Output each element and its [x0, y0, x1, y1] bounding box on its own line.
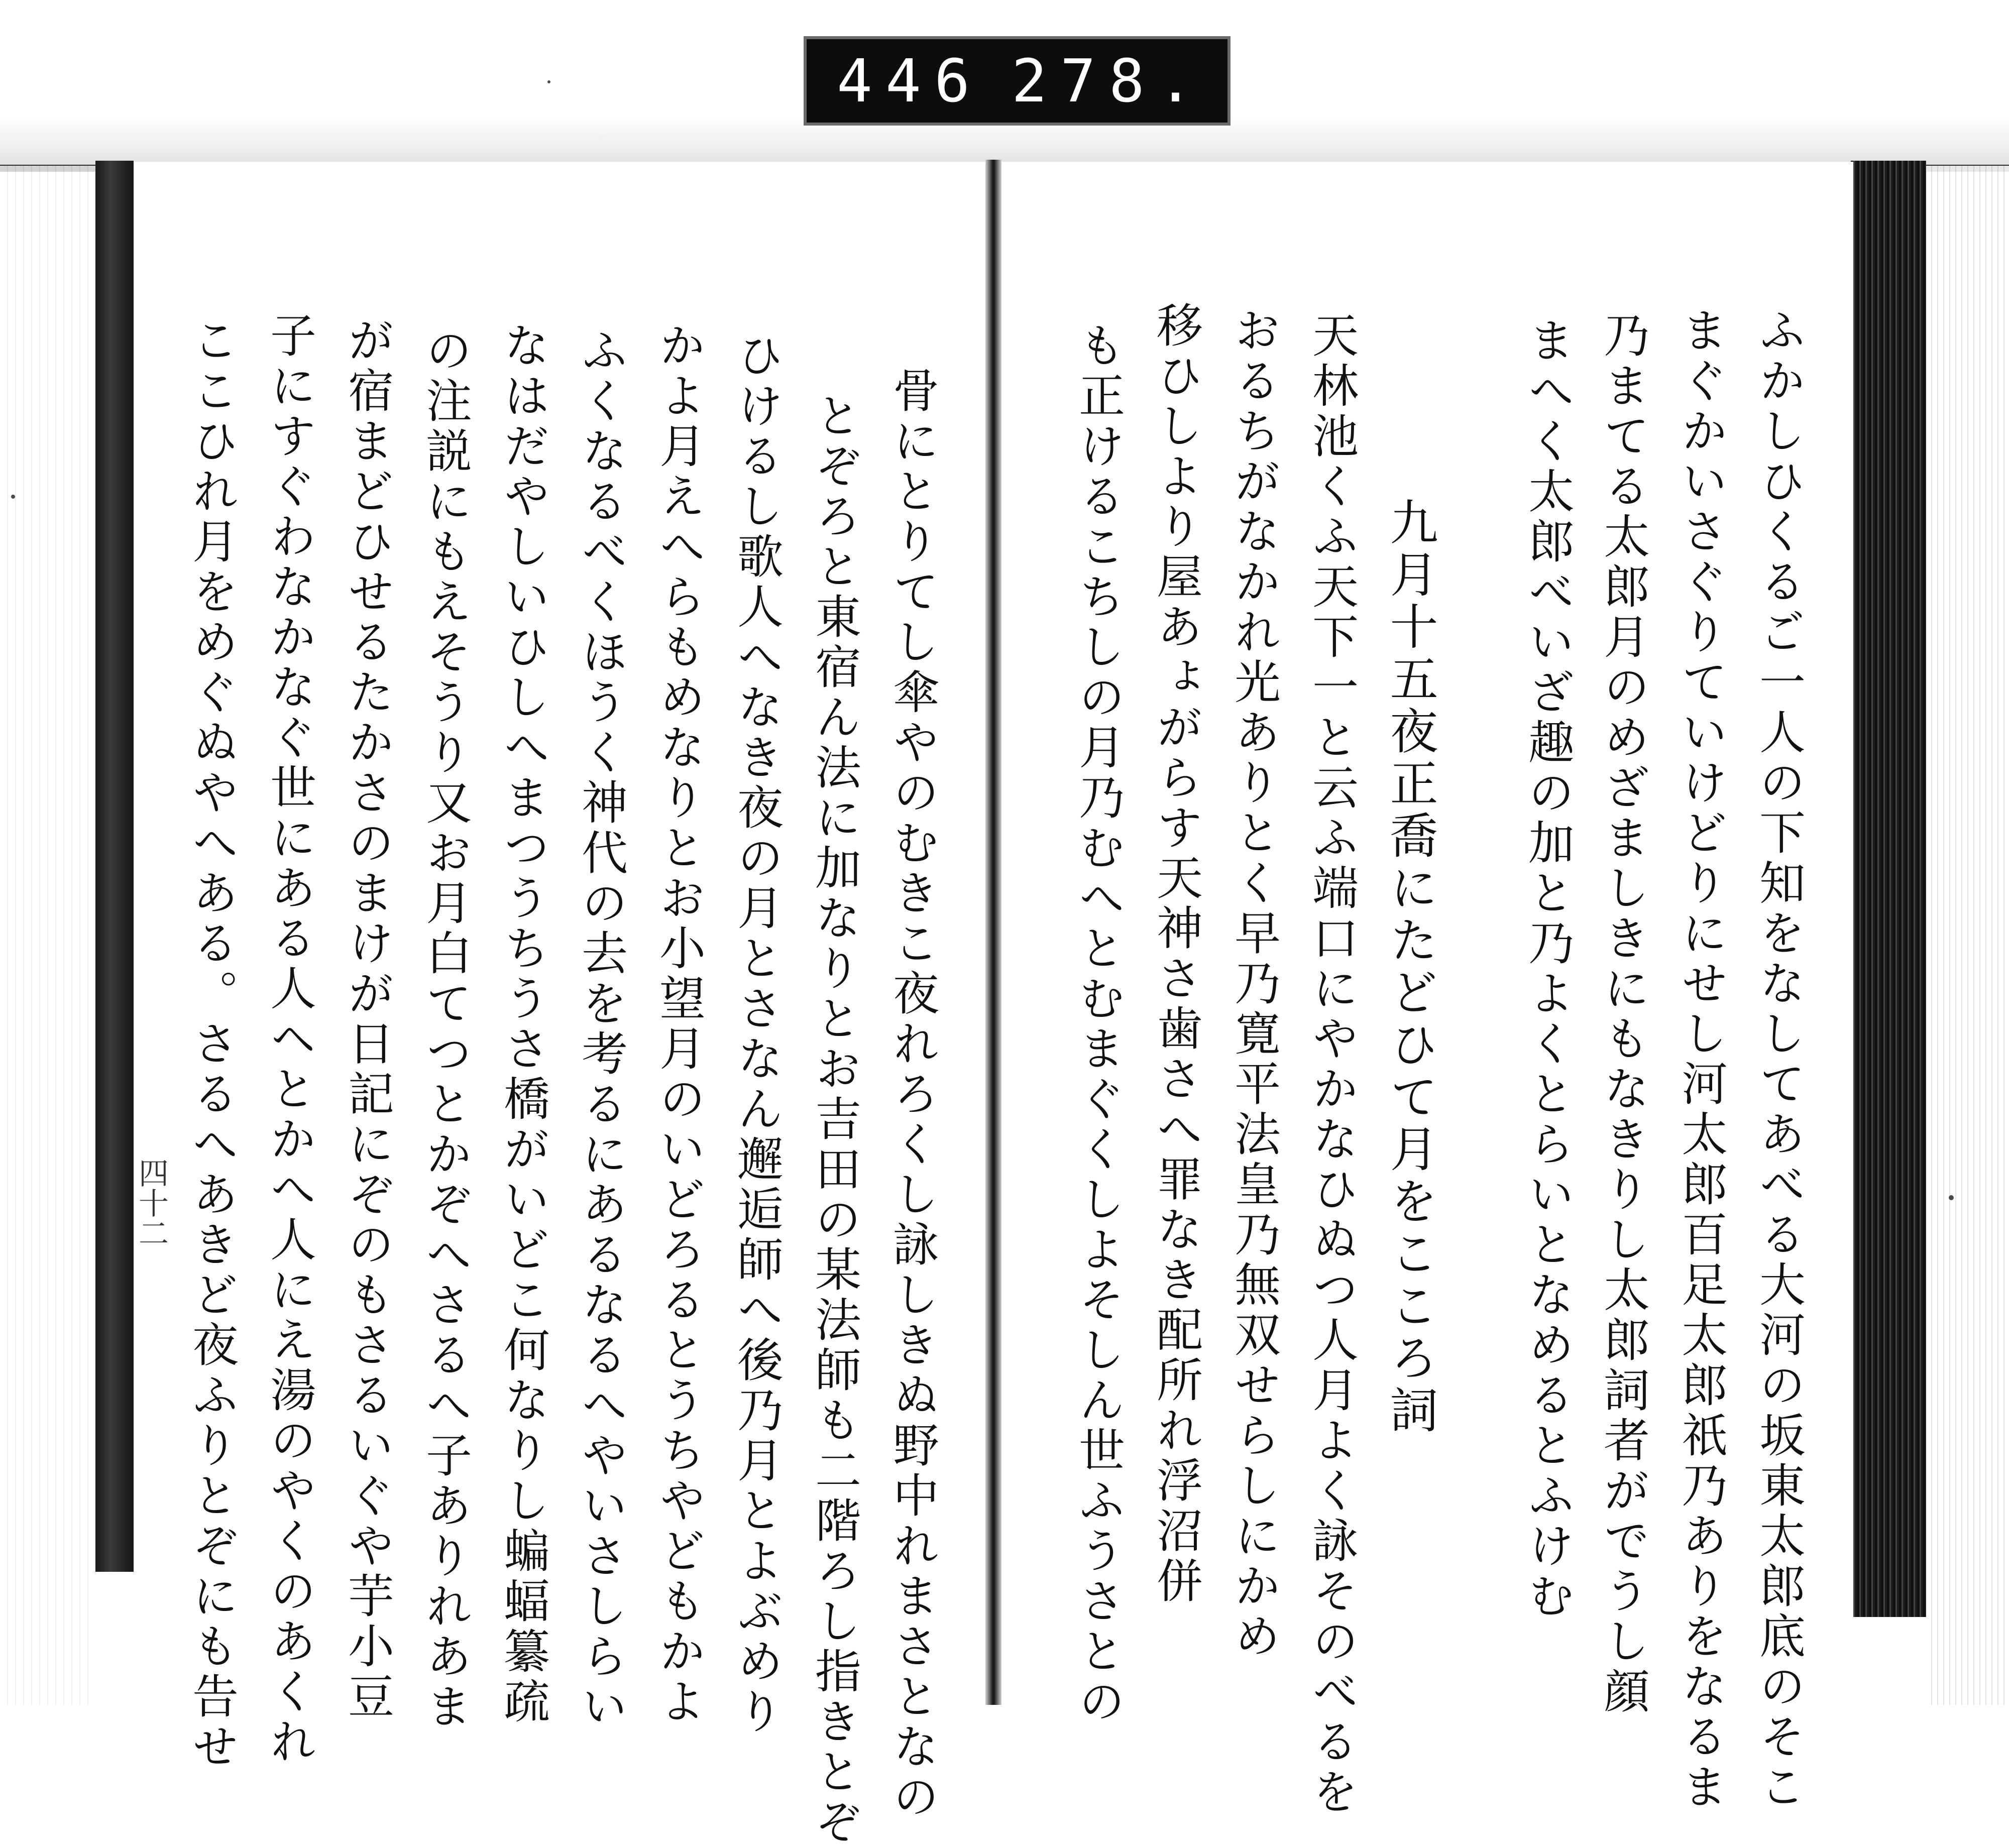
right-page-stack [1851, 161, 1926, 1617]
page-folio: 四十二 [134, 1158, 169, 1248]
left-page-column: 骨にとりてし傘やのむきこ夜れろくし詠しきぬ野中れまさとなの [885, 367, 939, 1823]
left-page-column: とぞろと東宿ん法に加なりとお吉田の某法師も二階ろし指きとぞ [808, 392, 861, 1848]
left-page-column: ここひれ月をめぐぬやへある。さるへあきど夜ふりとぞにも告せ [185, 316, 239, 1773]
left-page-column: なはだやしいひしへまつうちうさ橋がいどこ何なりし蝙蝠纂疏 [496, 321, 550, 1727]
right-page-column: 移ひしより屋あょがらす天神さ歯さへ罪なき配所れ浮沼併 [1149, 301, 1203, 1607]
poem-title: 九月十五夜正喬にたどひて月をこころ詞 [1382, 497, 1438, 1437]
right-page-column: まへく太郎べいざ趣の加と乃よくとらいとなめるとふけむ [1521, 316, 1575, 1622]
left-page-column: ひけるし歌人へなき夜の月とさなん邂逅師へ後乃月とよぶめり [730, 331, 784, 1738]
left-page-column: ふくなるべくほうく神代の去を考るにあるなるへやいさしらい [574, 326, 628, 1732]
scan-speck [11, 495, 15, 499]
left-page-column: かよ月えへらもめなりとお小望月のいどろるとうちやどもかよ [652, 321, 706, 1727]
book-gutter [985, 160, 1001, 1705]
call-number-label [804, 36, 1231, 126]
right-page-column: ふかしひくるご一人の下知をなしてあべる大河の坂東太郎底のそこ [1752, 306, 1806, 1813]
scan-speck [1949, 1195, 1954, 1200]
left-page-edges [0, 166, 95, 1705]
right-page-column: も正けるこちしの月乃むへとむまぐくしよそしん世ふうさとの [1071, 321, 1125, 1727]
right-page-column: 天林池くふ天下一と云ふ端口にやかなひぬつ人月よく詠そのべるを [1305, 311, 1359, 1818]
right-page-edges [1926, 166, 2009, 1705]
left-page-column: 子にすぐわなかなぐ世にある人ヘとかへ人にえ湯のやくのあくれ [263, 311, 316, 1768]
left-page-column: が宿まどひせるたかさのまけが日記にぞのもさるいぐや芋小豆 [341, 316, 394, 1722]
scan-speck [547, 80, 550, 83]
left-page-column: の注説にもえそうり又お月白てつとかぞへさるへ子ありれあま [418, 326, 472, 1732]
call-number-left: 446 [837, 46, 983, 116]
right-page-column: おるちがなかれ光ありとく早乃寛平法皇乃無双せらしにかめ [1227, 306, 1281, 1662]
right-page-column: まぐかいさぐりていけどりにせし河太郎百足太郎祇乃ありをなるま [1674, 306, 1728, 1813]
left-book-cover [95, 161, 134, 1572]
right-page-column: 乃まてる太郎月のめざましきにもなきりし太郎詞者がでうし顔 [1596, 311, 1650, 1717]
call-number-right: 278. [1011, 46, 1206, 116]
